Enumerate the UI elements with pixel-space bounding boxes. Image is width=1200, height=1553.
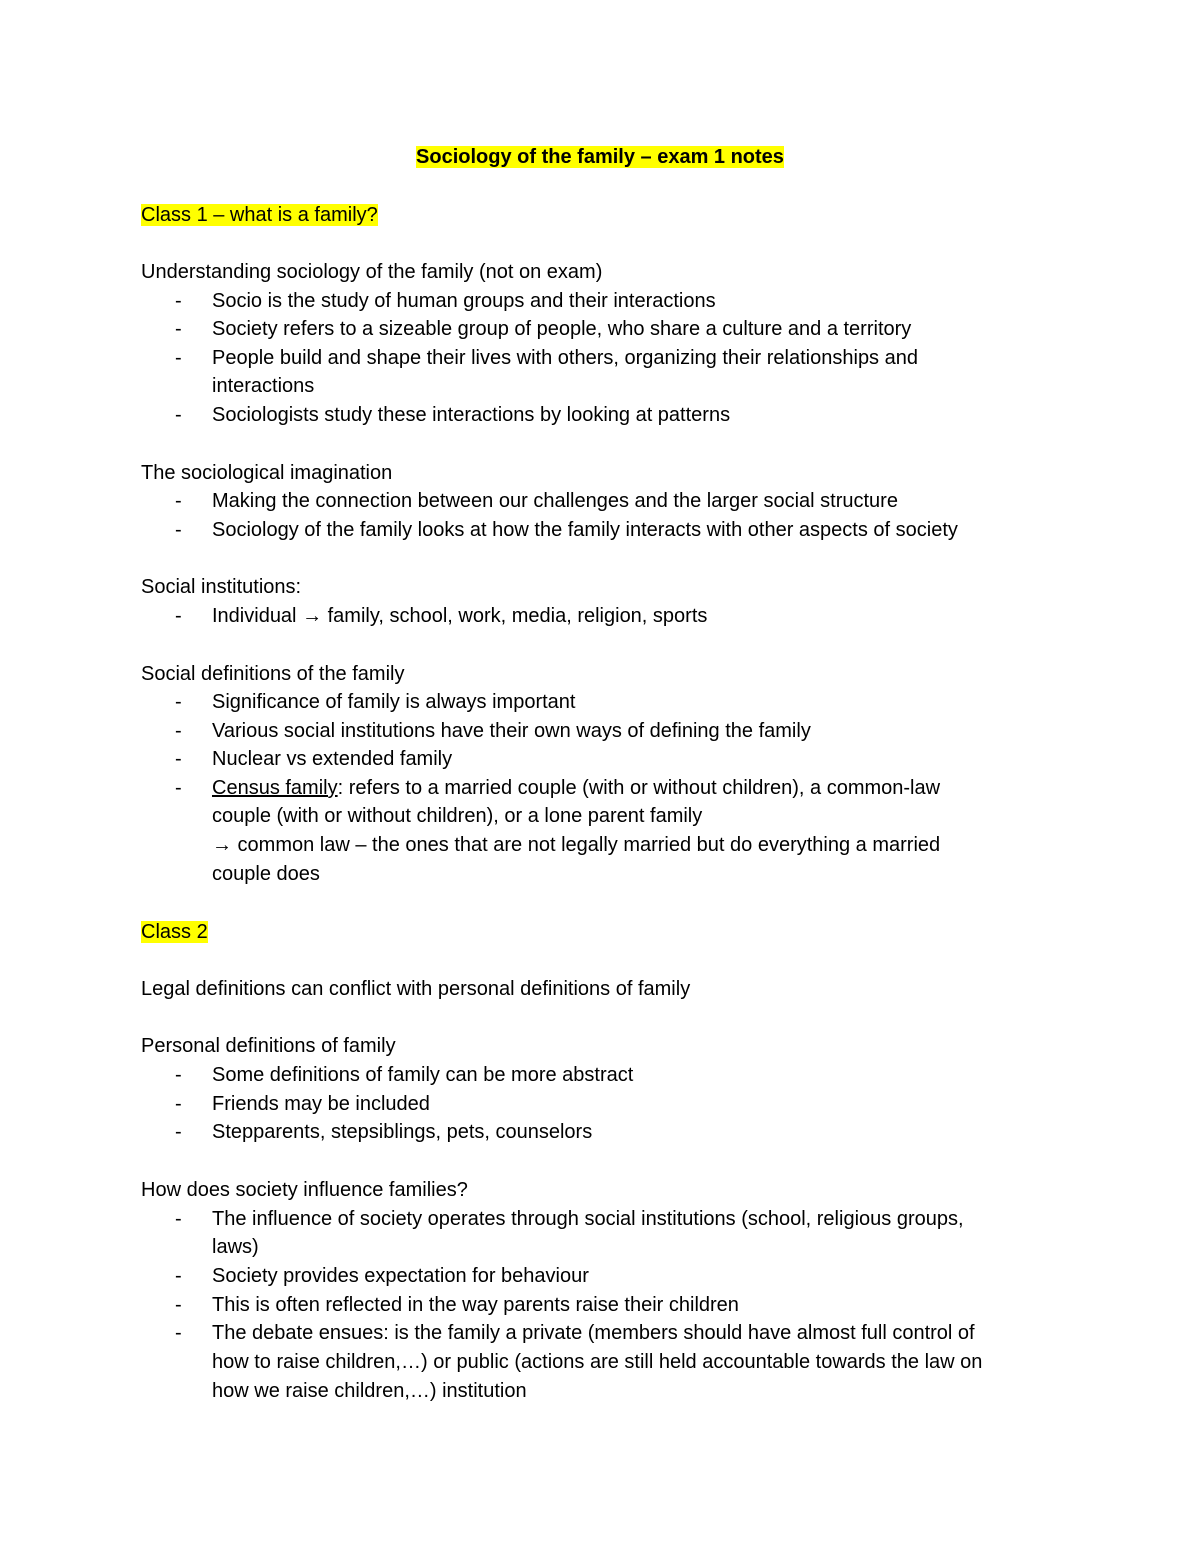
bullet-dash: -: [175, 1208, 182, 1230]
social-defs-bullet-4-line-3: [212, 831, 940, 859]
bullet-dash: -: [175, 519, 182, 541]
bullet-dash: -: [175, 1093, 182, 1115]
imagination-bullet-1: Making the connection between our challenges and the larger social structure: [212, 490, 898, 512]
social-defs-heading: Social definitions of the family: [141, 663, 405, 685]
legal-definitions-line: Legal definitions can conflict with personal definitions of family: [141, 978, 691, 1000]
bullet-dash: -: [175, 290, 182, 312]
bullet-dash: -: [175, 605, 182, 627]
class2-heading-text: Class 2: [141, 921, 208, 943]
arrow-icon: →: [212, 834, 232, 856]
bullet-dash: -: [175, 1121, 182, 1143]
class2-heading: [141, 918, 208, 946]
bullet-dash: -: [175, 318, 182, 340]
bullet-dash: -: [175, 691, 182, 713]
bullet-dash: -: [175, 347, 182, 369]
census-family-term: Census family: [212, 777, 338, 799]
personal-defs-heading: Personal definitions of family: [141, 1035, 396, 1057]
influence-bullet-4-line-1: The debate ensues: is the family a private (members should have almost full control of: [212, 1322, 975, 1344]
institutions-bullet-end: family, school, work, media, religion, sports: [322, 605, 708, 627]
bullet-dash: -: [175, 490, 182, 512]
bullet-dash: -: [175, 1265, 182, 1287]
bullet-dash: -: [175, 720, 182, 742]
institutions-heading: Social institutions:: [141, 576, 302, 598]
understanding-bullet-3-line-2: interactions: [212, 375, 315, 397]
bullet-dash: -: [175, 1064, 182, 1086]
social-defs-bullet-4-line-2: couple (with or without children), or a lone parent family: [212, 805, 703, 827]
personal-defs-bullet-2: Friends may be included: [212, 1093, 430, 1115]
understanding-bullet-4: Sociologists study these interactions by looking at patterns: [212, 404, 731, 426]
social-defs-bullet-3: Nuclear vs extended family: [212, 748, 453, 770]
common-law-note: common law – the ones that are not legally married but do everything a married: [232, 834, 941, 856]
social-defs-bullet-1: Significance of family is always important: [212, 691, 576, 713]
class1-heading-text: Class 1 – what is a family?: [141, 204, 378, 226]
personal-defs-bullet-3: Stepparents, stepsiblings, pets, counselors: [212, 1121, 593, 1143]
institutions-bullet-1: [212, 602, 707, 630]
influence-bullet-1-line-2: laws): [212, 1236, 259, 1258]
imagination-bullet-2: Sociology of the family looks at how the family interacts with other aspects of society: [212, 519, 958, 541]
institutions-bullet-start: Individual: [212, 605, 303, 627]
understanding-bullet-3-line-1: People build and shape their lives with others, organizing their relationships and: [212, 347, 918, 369]
document-title: [0, 143, 1200, 171]
census-family-definition: : refers to a married couple (with or without children), a common-law: [337, 777, 941, 799]
bullet-dash: -: [175, 748, 182, 770]
bullet-dash: -: [175, 777, 182, 799]
social-defs-bullet-2: Various social institutions have their own ways of defining the family: [212, 720, 811, 742]
understanding-heading: Understanding sociology of the family (not on exam): [141, 261, 603, 283]
understanding-bullet-2: Society refers to a sizeable group of people, who share a culture and a territory: [212, 318, 912, 340]
arrow-icon: →: [302, 605, 323, 627]
social-defs-bullet-4-line-4: couple does: [212, 863, 320, 885]
influence-bullet-1-line-1: The influence of society operates through social institutions (school, religious groups,: [212, 1208, 964, 1230]
personal-defs-bullet-1: Some definitions of family can be more abstract: [212, 1064, 634, 1086]
social-defs-bullet-4-line-1: [212, 774, 940, 802]
bullet-dash: -: [175, 1322, 182, 1344]
influence-heading: How does society influence families?: [141, 1179, 468, 1201]
imagination-heading: The sociological imagination: [141, 462, 393, 484]
class1-heading: [141, 201, 378, 229]
bullet-dash: -: [175, 1294, 182, 1316]
influence-bullet-2: Society provides expectation for behaviour: [212, 1265, 589, 1287]
document-title-text: Sociology of the family – exam 1 notes: [416, 146, 784, 168]
influence-bullet-4-line-2: how to raise children,…) or public (actions are still held accountable towards the law on: [212, 1351, 983, 1373]
bullet-dash: -: [175, 404, 182, 426]
influence-bullet-3: This is often reflected in the way parents raise their children: [212, 1294, 739, 1316]
understanding-bullet-1: Socio is the study of human groups and their interactions: [212, 290, 716, 312]
influence-bullet-4-line-3: how we raise children,…) institution: [212, 1380, 527, 1402]
